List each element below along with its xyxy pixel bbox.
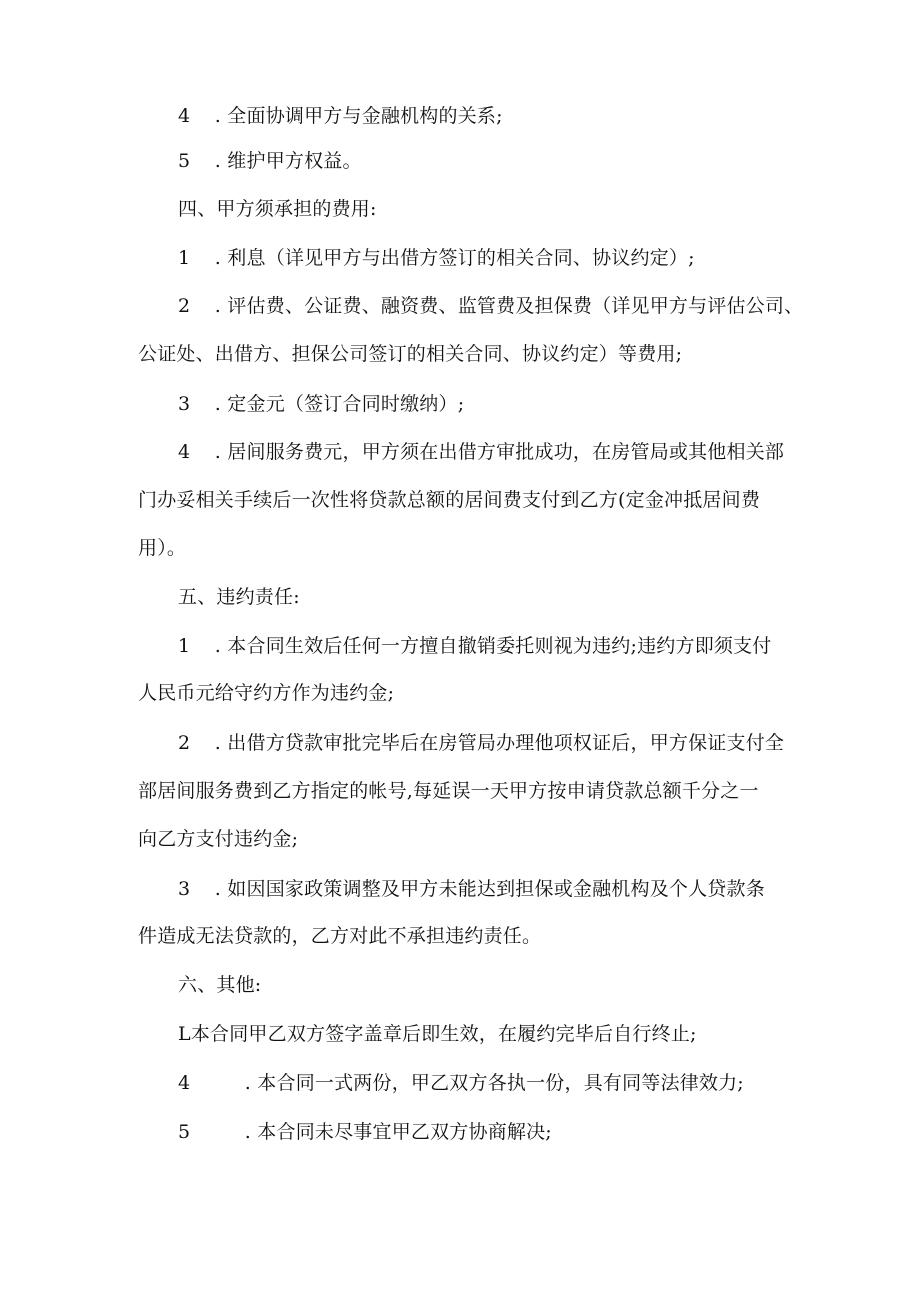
list-item: [178, 148, 920, 174]
item-text: 定金元（签订合同时缴纳）;: [227, 393, 465, 415]
item-separator: .: [214, 635, 222, 657]
item-text: L本合同甲乙双方签字盖章后即生效，在履约完毕后自行终止;: [178, 1023, 697, 1045]
section-heading: 四、甲方须承担的费用:: [178, 198, 377, 220]
list-item: [178, 1119, 920, 1145]
list-item: [178, 730, 920, 756]
item-number: 5: [178, 150, 191, 172]
item-separator: .: [214, 441, 222, 463]
item-text: 本合同未尽事宜甲乙双方协商解决;: [257, 1121, 552, 1143]
list-item: [178, 633, 920, 659]
list-item: [178, 293, 920, 319]
paragraph-continuation: 向乙方支付违约金;: [138, 828, 299, 850]
paragraph-continuation: 人民币元给守约方作为违约金;: [138, 682, 395, 704]
list-item: [178, 1070, 920, 1096]
item-separator: .: [214, 247, 222, 269]
list-item: [178, 103, 920, 129]
item-number: 4: [178, 105, 191, 127]
section-heading: 六、其他:: [178, 974, 262, 996]
paragraph-continuation: 用）。: [138, 537, 187, 559]
item-text: 评估费、公证费、融资费、监管费及担保费（详见甲方与评估公司、: [227, 295, 804, 317]
paragraph-continuation: 门办妥相关手续后一次性将贷款总额的居间费支付到乙方(定金冲抵居间费: [138, 489, 761, 511]
item-separator: .: [214, 732, 222, 754]
item-number: 3: [178, 878, 191, 900]
paragraph-continuation: 件造成无法贷款的，乙方对此不承担违约责任。: [138, 925, 542, 947]
item-number: 5: [178, 1121, 191, 1143]
list-item: [178, 245, 920, 271]
item-separator: .: [214, 105, 222, 127]
item-number: 1: [178, 247, 191, 269]
item-separator: .: [214, 878, 222, 900]
item-separator: .: [244, 1072, 252, 1094]
item-text: 出借方贷款审批完毕后在房管局办理他项权证后，甲方保证支付全: [227, 732, 785, 754]
paragraph-continuation: 部居间服务费到乙方指定的帐号,每延误一天甲方按申请贷款总额千分之一: [138, 780, 759, 802]
item-text: 本合同生效后任何一方擅自撤销委托则视为违约;违约方即须支付: [227, 635, 772, 657]
list-item: [178, 391, 920, 417]
list-item: [178, 1021, 920, 1047]
item-separator: .: [244, 1121, 252, 1143]
list-item: [178, 439, 920, 465]
section-heading: 五、违约责任:: [178, 586, 300, 608]
item-number: 2: [178, 732, 191, 754]
item-text: 利息（详见甲方与出借方签订的相关合同、协议约定）;: [227, 247, 695, 269]
item-text: 居间服务费元，甲方须在出借方审批成功，在房管局或其他相关部: [227, 441, 785, 463]
item-text: 全面协调甲方与金融机构的关系;: [227, 105, 503, 127]
item-text: 维护甲方权益。: [227, 150, 362, 172]
item-number: 2: [178, 295, 191, 317]
item-separator: .: [214, 295, 222, 317]
item-number: 3: [178, 393, 191, 415]
paragraph-continuation: 公证处、出借方、担保公司签订的相关合同、协议约定）等费用;: [138, 343, 683, 365]
item-text: 本合同一式两份，甲乙双方各执一份，具有同等法律效力;: [257, 1072, 744, 1094]
item-number: 4: [178, 1072, 191, 1094]
item-number: 1: [178, 635, 191, 657]
item-number: 4: [178, 441, 191, 463]
list-item: [178, 876, 920, 902]
item-separator: .: [214, 150, 222, 172]
item-text: 如因国家政策调整及甲方未能达到担保或金融机构及个人贷款条: [227, 878, 765, 900]
item-separator: .: [214, 393, 222, 415]
